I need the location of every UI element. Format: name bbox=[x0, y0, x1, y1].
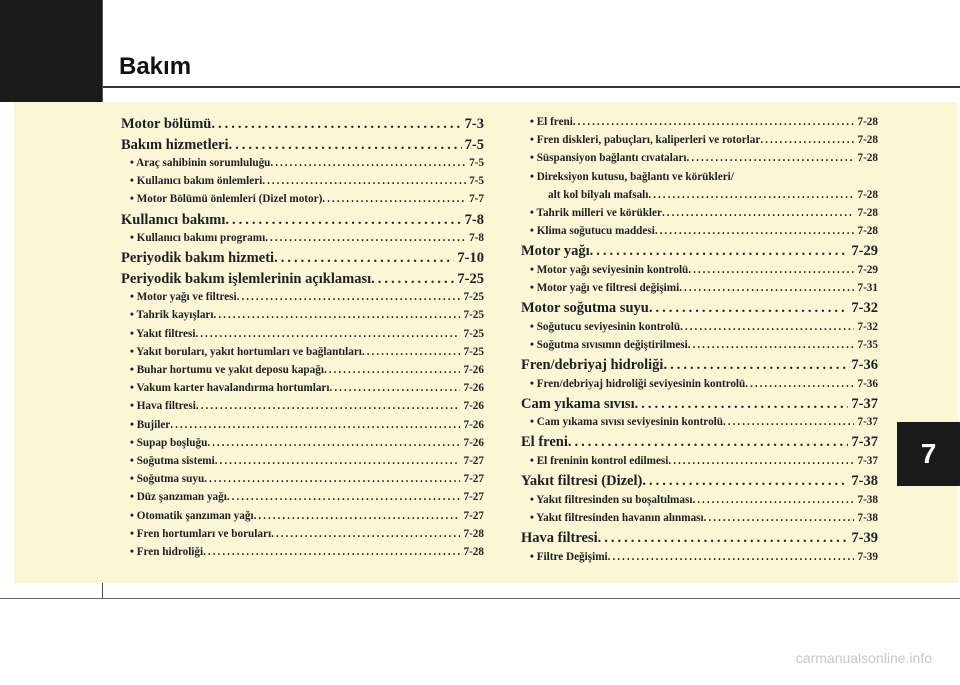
toc-subsection-entry[interactable] bbox=[121, 364, 484, 382]
toc-page-number: 7-5 bbox=[464, 136, 484, 153]
toc-entry-label: Bakım hizmetleri bbox=[121, 136, 229, 153]
toc-page-number: 7-32 bbox=[857, 320, 878, 333]
toc-leader-dots bbox=[265, 232, 466, 244]
toc-subsection-entry[interactable] bbox=[521, 134, 878, 152]
toc-entry-label: • Yakıt filtresinden su boşaltılması bbox=[530, 493, 693, 506]
toc-column-right bbox=[521, 116, 878, 569]
toc-page-number: 7-31 bbox=[857, 282, 878, 294]
toc-entry-label: • Buhar hortumu ve yakıt deposu kapağı bbox=[130, 364, 324, 376]
toc-page-number: 7-8 bbox=[464, 211, 484, 228]
toc-subsection-entry[interactable] bbox=[521, 116, 878, 134]
toc-leader-dots bbox=[680, 321, 854, 333]
toc-leader-dots bbox=[649, 300, 849, 317]
toc-entry-label: Motor yağı bbox=[521, 243, 590, 260]
toc-entry-label: • Soğutma suyu bbox=[130, 473, 205, 486]
toc-page-number: 7-28 bbox=[463, 527, 484, 540]
toc-subsection-entry[interactable] bbox=[121, 528, 484, 546]
toc-subsection-entry[interactable] bbox=[121, 309, 484, 327]
toc-page-number: 7-37 bbox=[851, 395, 878, 412]
toc-subsection-entry[interactable] bbox=[121, 400, 484, 418]
toc-entry-label: • Motor yağı ve filtresi bbox=[130, 291, 237, 304]
chapter-tab[interactable]: 7 bbox=[897, 422, 960, 486]
toc-page-number: 7-38 bbox=[857, 493, 878, 506]
toc-section-entry[interactable] bbox=[121, 212, 484, 233]
toc-leader-dots bbox=[662, 207, 855, 219]
page-title: Bakım bbox=[119, 53, 192, 80]
toc-page-number: 7-32 bbox=[851, 300, 878, 317]
toc-page-number: 7-26 bbox=[463, 400, 484, 413]
toc-leader-dots bbox=[229, 137, 462, 154]
toc-subsection-entry[interactable] bbox=[121, 510, 484, 528]
toc-page-number: 7-27 bbox=[463, 509, 484, 522]
toc-page-number: 7-39 bbox=[857, 550, 878, 563]
toc-subsection-entry[interactable] bbox=[521, 455, 878, 473]
toc-entry-label: • Cam yıkama sıvısı seviyesinin kontrolü bbox=[530, 416, 723, 429]
toc-section-entry[interactable] bbox=[121, 116, 484, 137]
toc-page-number: 7-29 bbox=[857, 263, 878, 276]
footer-watermark: carmanualsonline.info bbox=[795, 650, 932, 666]
toc-subsection-entry[interactable] bbox=[521, 339, 878, 357]
toc-leader-dots bbox=[271, 528, 460, 540]
toc-page-number: 7-28 bbox=[857, 152, 878, 165]
toc-leader-dots bbox=[568, 434, 849, 451]
toc-leader-dots bbox=[608, 551, 855, 563]
toc-entry-label: El freni bbox=[521, 434, 568, 451]
toc-section-entry[interactable] bbox=[121, 271, 484, 292]
toc-entry-label: • Kullanıcı bakım önlemleri bbox=[130, 175, 263, 188]
toc-page-number: 7-3 bbox=[464, 116, 484, 132]
toc-leader-dots bbox=[324, 364, 461, 376]
toc-page-number: 7-27 bbox=[463, 473, 484, 486]
toc-column-left bbox=[121, 116, 484, 564]
toc-leader-dots bbox=[371, 271, 454, 288]
toc-page-number: 7-26 bbox=[463, 418, 484, 431]
toc-entry-label: • Fren diskleri, pabuçları, kaliperleri ve rotorlar bbox=[530, 134, 761, 147]
toc-page-number: 7-35 bbox=[857, 338, 878, 351]
toc-subsection-entry[interactable] bbox=[521, 282, 878, 300]
toc-entry-label: • Tahrik kayışları bbox=[130, 309, 214, 322]
bottom-rule bbox=[0, 598, 960, 599]
toc-leader-dots bbox=[215, 455, 461, 467]
toc-leader-dots bbox=[704, 512, 855, 524]
toc-subsection-entry[interactable] bbox=[121, 175, 484, 193]
toc-section-entry[interactable] bbox=[521, 396, 878, 417]
toc-leader-dots bbox=[214, 309, 461, 321]
toc-entry-label: • El freninin kontrol edilmesi bbox=[530, 454, 669, 467]
toc-leader-dots bbox=[648, 189, 854, 201]
toc-leader-dots bbox=[270, 157, 466, 169]
toc-entry-label: Motor soğutma suyu bbox=[521, 300, 649, 317]
toc-page-number: 7-28 bbox=[857, 188, 878, 201]
toc-entry-label: • El freni bbox=[530, 116, 573, 128]
toc-subsection-entry[interactable] bbox=[121, 491, 484, 509]
toc-page-number: 7-25 bbox=[457, 270, 484, 287]
toc-entry-label: Periyodik bakım işlemlerinin açıklaması bbox=[121, 270, 372, 287]
toc-page-number: 7-38 bbox=[857, 511, 878, 524]
toc-page-number: 7-28 bbox=[857, 206, 878, 219]
toc-section-entry[interactable] bbox=[521, 530, 878, 551]
toc-leader-dots bbox=[573, 116, 855, 128]
toc-page-number: 7-37 bbox=[851, 434, 878, 451]
toc-entry-label: • Fren hidroliği bbox=[130, 545, 204, 558]
toc-subsection-entry[interactable] bbox=[521, 171, 878, 189]
toc-entry-label: • Vakum karter havalandırma hortumları bbox=[130, 382, 330, 395]
toc-subsection-entry[interactable] bbox=[121, 291, 484, 309]
toc-entry-label: • Düz şanzıman yağı bbox=[130, 491, 227, 504]
toc-leader-dots bbox=[225, 212, 461, 229]
toc-page-number: 7-36 bbox=[851, 357, 878, 374]
toc-leader-dots bbox=[655, 225, 855, 237]
toc-leader-dots bbox=[590, 243, 849, 260]
toc-leader-dots bbox=[688, 264, 854, 276]
toc-leader-dots bbox=[688, 339, 855, 351]
toc-subsection-entry[interactable] bbox=[121, 346, 484, 364]
toc-leader-dots bbox=[723, 416, 854, 428]
toc-page-number: 7-25 bbox=[463, 309, 484, 322]
toc-entry-label: Kullanıcı bakımı bbox=[121, 211, 226, 228]
toc-leader-dots bbox=[642, 473, 848, 490]
toc-leader-dots bbox=[170, 419, 460, 431]
toc-entry-label: • Soğutma sistemi bbox=[130, 454, 215, 467]
toc-entry-label: • Soğutma sıvısının değiştirilmesi bbox=[530, 338, 688, 351]
toc-leader-dots bbox=[195, 328, 460, 340]
toc-entry-label: • Klima soğutucu maddesi bbox=[530, 225, 655, 238]
toc-subsection-entry[interactable] bbox=[121, 546, 484, 564]
toc-subsection-entry[interactable] bbox=[121, 437, 484, 455]
toc-entry-label: Fren/debriyaj hidroliği bbox=[521, 357, 664, 374]
toc-page-number: 7-28 bbox=[857, 134, 878, 147]
toc-subsection-entry[interactable] bbox=[121, 473, 484, 491]
toc-subsection-entry[interactable] bbox=[121, 232, 484, 250]
toc-page-number: 7-38 bbox=[851, 473, 878, 490]
toc-entry-label: Motor bölümü bbox=[121, 116, 212, 132]
toc-page-number: 7-37 bbox=[857, 416, 878, 429]
toc-page-number: 7-8 bbox=[469, 232, 484, 245]
toc-leader-dots bbox=[274, 250, 454, 267]
toc-leader-dots bbox=[196, 400, 461, 412]
toc-entry-label: alt kol bilyalı mafsalı bbox=[548, 188, 649, 201]
toc-section-entry[interactable] bbox=[121, 137, 484, 158]
toc-page-number: 7-25 bbox=[463, 327, 484, 340]
toc-entry-label: • Motor Bölümü önlemleri (Dizel motor) bbox=[130, 193, 323, 206]
toc-leader-dots bbox=[262, 175, 466, 187]
title-rule bbox=[103, 86, 960, 88]
toc-subsection-entry[interactable] bbox=[521, 207, 878, 225]
toc-leader-dots bbox=[254, 510, 461, 522]
toc-section-entry[interactable] bbox=[521, 300, 878, 321]
toc-section-entry[interactable] bbox=[521, 357, 878, 378]
toc-leader-dots bbox=[237, 291, 461, 303]
toc-page-number: 7-28 bbox=[857, 116, 878, 128]
toc-subsection-entry[interactable] bbox=[521, 152, 878, 170]
toc-page-number: 7-39 bbox=[851, 530, 878, 546]
toc-leader-dots bbox=[635, 396, 849, 413]
toc-leader-dots bbox=[679, 282, 854, 294]
toc-section-entry[interactable] bbox=[521, 473, 878, 494]
toc-subsection-entry[interactable] bbox=[121, 193, 484, 211]
toc-entry-label: • Yakıt filtresi bbox=[130, 327, 196, 340]
toc-page-number: 7-27 bbox=[463, 491, 484, 504]
toc-subsection-entry[interactable] bbox=[121, 382, 484, 400]
toc-entry-label: • Motor yağı ve filtresi değişimi bbox=[530, 282, 680, 294]
toc-page-number: 7-37 bbox=[857, 454, 878, 467]
toc-subsection-entry[interactable] bbox=[521, 551, 878, 569]
toc-page-number: 7-10 bbox=[457, 250, 484, 267]
toc-entry-label: • Otomatik şanzıman yağı bbox=[130, 509, 254, 522]
toc-leader-dots bbox=[745, 378, 854, 390]
toc-entry-label: • Süspansiyon bağlantı cıvataları bbox=[530, 152, 687, 165]
toc-subsection-entry[interactable] bbox=[121, 328, 484, 346]
toc-leader-dots bbox=[598, 530, 849, 547]
toc-leader-dots bbox=[207, 437, 460, 449]
toc-entry-label: • Motor yağı seviyesinin kontrolü bbox=[530, 263, 689, 276]
toc-page-number: 7-26 bbox=[463, 382, 484, 395]
toc-page-number: 7-28 bbox=[463, 545, 484, 558]
toc-leader-dots bbox=[330, 382, 461, 394]
toc-page-number: 7-36 bbox=[857, 377, 878, 390]
toc-subsection-entry[interactable] bbox=[521, 512, 878, 530]
toc-entry-label: Yakıt filtresi (Dizel) bbox=[521, 473, 643, 490]
toc-page-number: 7-25 bbox=[463, 291, 484, 304]
toc-entry-label: • Tahrik milleri ve körükler bbox=[530, 206, 662, 219]
toc-entry-label: • Yakıt filtresinden havanın alınması bbox=[530, 511, 704, 524]
toc-page-number: 7-5 bbox=[469, 157, 484, 169]
toc-page-number: 7-25 bbox=[463, 345, 484, 358]
toc-leader-dots bbox=[760, 134, 854, 146]
corner-block bbox=[0, 0, 103, 102]
toc-page-number: 7-26 bbox=[463, 436, 484, 449]
toc-page-number: 7-5 bbox=[469, 175, 484, 188]
toc-section-entry[interactable] bbox=[121, 250, 484, 271]
toc-leader-dots bbox=[692, 494, 854, 506]
toc-page-number: 7-26 bbox=[463, 364, 484, 376]
toc-entry-label: • Yakıt boruları, yakıt hortumları ve bağlantıları bbox=[130, 345, 362, 358]
toc-leader-dots bbox=[203, 546, 460, 558]
toc-leader-dots bbox=[687, 152, 855, 164]
toc-subsection-entry[interactable] bbox=[121, 419, 484, 437]
toc-entry-label: • Hava filtresi bbox=[130, 400, 196, 413]
toc-entry-label: • Fren/debriyaj hidroliği seviyesinin kontrolü bbox=[530, 377, 746, 390]
toc-entry-label: • Soğutucu seviyesinin kontrolü bbox=[530, 320, 681, 333]
toc-entry-label: • Direksiyon kutusu, bağlantı ve körükleri/ bbox=[530, 170, 734, 183]
toc-section-entry[interactable] bbox=[521, 434, 878, 455]
toc-page-number: 7-27 bbox=[463, 454, 484, 467]
toc-entry-label: • Araç sahibinin sorumluluğu bbox=[130, 157, 271, 169]
toc-subsection-entry[interactable] bbox=[521, 321, 878, 339]
toc-leader-dots bbox=[211, 116, 461, 133]
toc-subsection-entry[interactable] bbox=[521, 264, 878, 282]
toc-subsection-entry[interactable] bbox=[121, 157, 484, 175]
toc-subsection-entry[interactable] bbox=[521, 416, 878, 434]
toc-page-number: 7-7 bbox=[469, 193, 484, 206]
toc-subsection-entry[interactable] bbox=[521, 378, 878, 396]
toc-subsection-entry[interactable] bbox=[521, 494, 878, 512]
toc-subsection-entry[interactable] bbox=[121, 455, 484, 473]
toc-leader-dots bbox=[227, 491, 461, 503]
toc-page-number: 7-29 bbox=[851, 243, 878, 260]
toc-subsection-entry[interactable] bbox=[521, 189, 878, 207]
toc-leader-dots bbox=[663, 357, 848, 374]
toc-section-entry[interactable] bbox=[521, 243, 878, 264]
toc-entry-label: • Bujiler bbox=[130, 418, 171, 431]
toc-entry-label: • Supap boşluğu bbox=[130, 436, 208, 449]
toc-leader-dots bbox=[204, 473, 460, 485]
toc-leader-dots bbox=[322, 193, 466, 205]
toc-entry-label: • Fren hortumları ve boruları bbox=[130, 527, 272, 540]
toc-entry-label: Hava filtresi bbox=[521, 530, 598, 546]
toc-page-number: 7-28 bbox=[857, 225, 878, 238]
toc-entry-label: Periyodik bakım hizmeti bbox=[121, 250, 275, 267]
toc-entry-label: • Filtre Değişimi bbox=[530, 550, 608, 563]
toc-subsection-entry[interactable] bbox=[521, 225, 878, 243]
toc-entry-label: Cam yıkama sıvısı bbox=[521, 395, 635, 412]
toc-leader-dots bbox=[668, 455, 854, 467]
toc-entry-label: • Kullanıcı bakımı programı bbox=[130, 232, 266, 245]
toc-leader-dots bbox=[362, 346, 461, 358]
